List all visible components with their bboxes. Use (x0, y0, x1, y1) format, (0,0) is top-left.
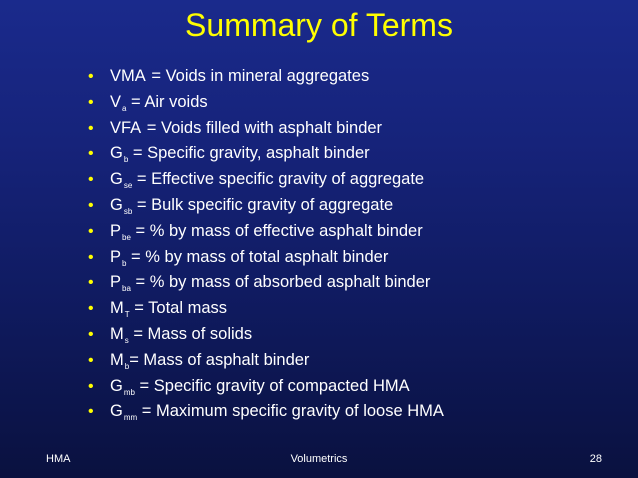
list-item (88, 193, 608, 219)
bullet-icon: • (88, 403, 94, 421)
term-definition: = % by mass of absorbed asphalt binder (130, 273, 431, 292)
bullet-icon: • (88, 377, 94, 395)
bullet-icon: • (88, 93, 94, 111)
list-item (88, 245, 608, 271)
term-subscript: b (123, 155, 129, 165)
term-symbol: M (110, 324, 124, 343)
term-symbol: P (110, 221, 122, 240)
term-definition: = Mass of asphalt binder (129, 350, 310, 369)
term-definition: = Total mass (129, 299, 228, 318)
term-subscript: T (124, 310, 130, 320)
list-item (88, 296, 608, 322)
term-list (88, 64, 608, 425)
bullet-icon: • (88, 222, 94, 240)
term-symbol: P (110, 247, 122, 266)
list-item (88, 90, 608, 116)
list-item (88, 399, 608, 425)
term-subscript: s (124, 335, 129, 345)
list-item (88, 116, 608, 142)
list-item (88, 348, 608, 374)
term-definition: = Specific gravity of compacted HMA (134, 376, 410, 395)
term-definition: = Maximum specific gravity of loose HMA (137, 402, 444, 421)
bullet-icon: • (88, 145, 94, 163)
term-subscript: b (122, 258, 127, 268)
term-definition: = Voids in mineral aggregates (146, 67, 370, 85)
list-item (88, 270, 608, 296)
term-subscript: mm (123, 413, 138, 423)
list-item (88, 167, 608, 193)
term-symbol: VMA (110, 67, 146, 85)
term-symbol: M (110, 350, 124, 369)
footer-section: Volumetrics (290, 453, 348, 465)
footer-label: HMA (46, 453, 71, 465)
list-item (88, 219, 608, 245)
term-subscript: b (124, 361, 130, 371)
term-definition: = % by mass of effective asphalt binder (130, 221, 423, 240)
term-definition: = Air voids (126, 92, 208, 111)
term-subscript: a (122, 103, 127, 113)
term-subscript: se (123, 181, 133, 191)
term-symbol: G (110, 170, 123, 189)
term-symbol: G (110, 402, 123, 421)
list-item (88, 374, 608, 400)
term-symbol: VFA (110, 118, 142, 137)
term-subscript: be (122, 232, 131, 242)
term-subscript: mb (123, 387, 135, 397)
bullet-icon: • (88, 300, 94, 318)
term-subscript: ba (122, 284, 131, 294)
term-symbol: G (110, 376, 123, 395)
term-definition: = Bulk specific gravity of aggregate (132, 195, 394, 214)
term-definition: = Effective specific gravity of aggregate (132, 170, 425, 189)
term-definition: = Voids filled with asphalt binder (142, 118, 383, 137)
bullet-icon: • (88, 248, 94, 266)
bullet-icon: • (88, 351, 94, 369)
term-symbol: V (110, 92, 122, 111)
bullet-icon: • (88, 171, 94, 189)
bullet-icon: • (88, 325, 94, 343)
bullet-icon: • (88, 196, 94, 214)
term-symbol: M (110, 299, 124, 318)
page-number: 28 (589, 453, 602, 465)
list-item (88, 141, 608, 167)
term-definition: = % by mass of total asphalt binder (126, 247, 389, 266)
slide-title: Summary of Terms (185, 7, 453, 43)
list-item (88, 64, 608, 90)
term-definition: = Specific gravity, asphalt binder (128, 144, 370, 163)
list-item (88, 322, 608, 348)
bullet-icon: • (88, 119, 94, 137)
bullet-icon: • (88, 274, 94, 292)
term-symbol: P (110, 273, 122, 292)
term-symbol: G (110, 144, 123, 163)
term-definition: = Mass of solids (128, 324, 253, 343)
bullet-icon: • (88, 68, 94, 85)
term-subscript: sb (123, 206, 133, 216)
term-symbol: G (110, 195, 123, 214)
